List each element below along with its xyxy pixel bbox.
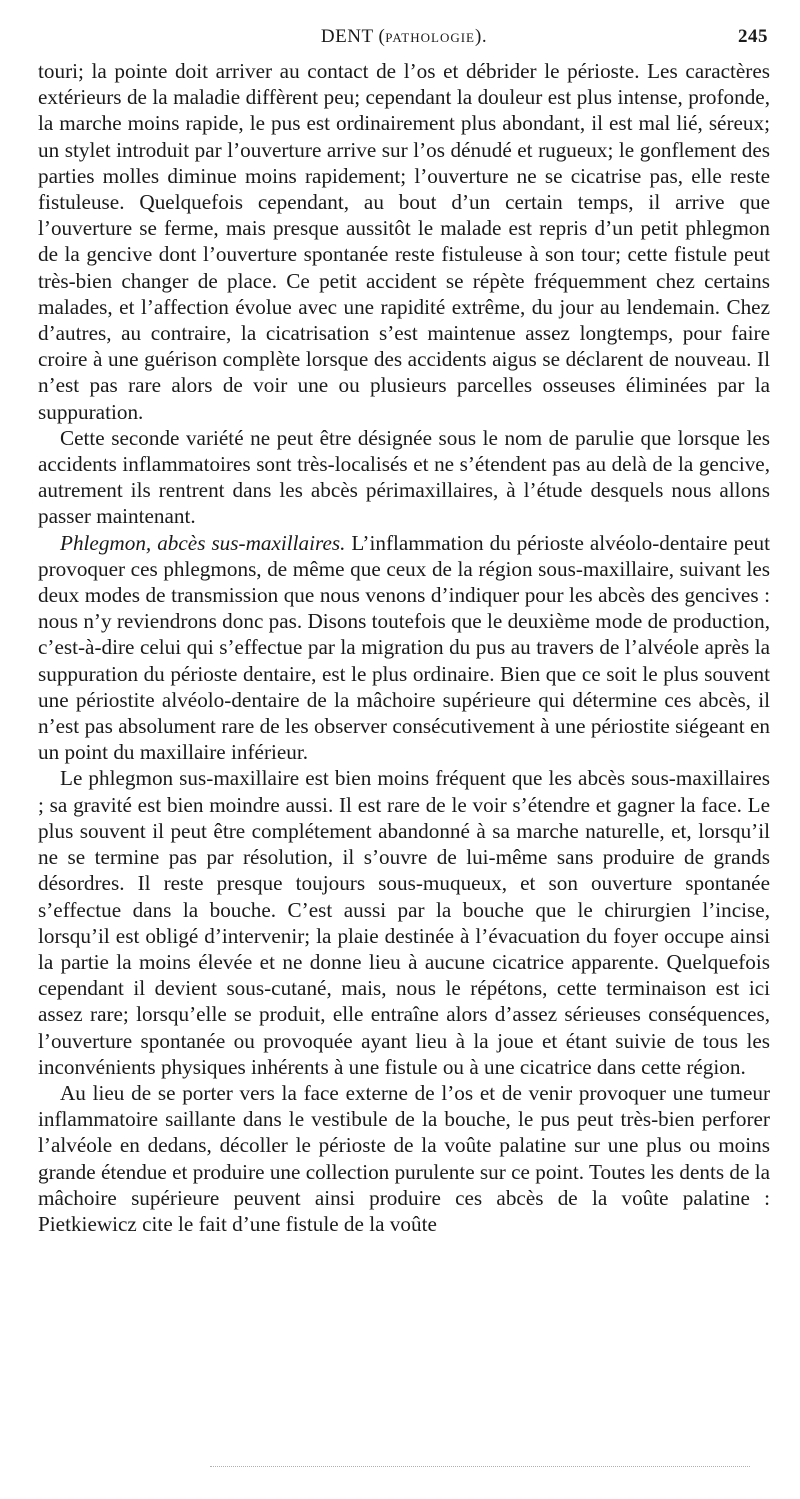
page-number: 245 (738, 26, 768, 47)
paragraph: Au lieu de se porter vers la face externe de l’os et de venir provoquer une tumeur inflammatoire saillante dans le vestibule de la bouche, le pus peut très-bien perforer l’alvéole en dedans, décoller le périoste de la voûte palatine sur une plus ou moins grande étendue et produire une collection purulente sur ce point. Toutes les dents de la mâchoire supérieure peuvent ainsi produire ces abcès de la voûte palatine : Pietkiewicz cite le fait d’une fistule de la voûte (38, 1080, 770, 1236)
paragraph-text: L’inflammation du périoste alvéolo-dentaire peut provoquer ces phlegmons, de même que ceux de la région sous-maxillaire, suivant les deux modes de transmission que nous venons d’indiquer pour les abcès des gencives : nous n’y reviendrons donc pas. Disons toutefois que le deuxième mode de production, c’est-à-dire celui qui s’effectue par la migration du pus au travers de l’alvéole après la suppuration du périoste dentaire, est le plus ordinaire. Bien que ce soit le plus souvent une périostite alvéolo-dentaire de la mâchoire supérieure qui détermine ces abcès, il n’est pas absolument rare de les observer consécutivement à une périostite siégeant en un point du maxillaire inférieur. (38, 530, 770, 765)
section-subhead: Phlegmon, abcès sus-maxillaires. (60, 530, 346, 555)
running-title-small: PATHOLOGIE (385, 30, 475, 45)
paragraph: Le phlegmon sus-maxillaire est bien moins fréquent que les abcès sous-maxillaires ; sa gravité est bien moindre aussi. Il est rare de le voir s’étendre et gagner la face. Le plus souvent il peut être complétement abandonné à sa marche naturelle, et, lorsqu’il ne se termine pas par résolution, il s’ouvre de lui-même sans produire de grands désordres. Il reste presque toujours sous-muqueux, et son ouverture spontanée s’effectue dans la bouche. C’est aussi par la bouche que le chirurgien l’incise, lorsqu’il est obligé d’intervenir; la plaie destinée à l’évacuation du foyer occupe ainsi la partie la moins élevée et ne donne lieu à aucune cicatrice apparente. Quelquefois cependant il devient sous-cutané, mais, nous le répétons, cette terminaison est ici assez rare; lorsqu’elle se produit, elle entraîne alors d’assez sérieuses conséquences, l’ouverture spontanée ou provoquée ayant lieu à la joue et étant suivie de tous les inconvénients physiques inhérents à une fistule ou à une cicatrice dans cette région. (38, 766, 770, 1079)
running-head (38, 26, 770, 58)
bottom-rule (210, 1466, 750, 1467)
running-title (38, 26, 770, 48)
paragraph-continuation: touri; la pointe doit arriver au contact de l’os et débrider le périoste. Les caractères extérieurs de la maladie diffèrent peu; cependant la douleur est plus intense, profonde, la marche moins rapide, le pus est ordinairement plus abondant, il est mal lié, séreux; un stylet introduit par l’ouverture arrive sur l’os dénudé et rugueux; le gonflement des parties molles diminue moins rapidement; l’ouverture ne se cicatrise pas, elle reste fistuleuse. Quelquefois cependant, au bout d’un certain temps, il arrive que l’ouverture se ferme, mais presque aussitôt le malade est repris d’un petit phlegmon de la gencive dont l’ouverture spontanée reste fistuleuse à son tour; cette fistule peut très-bien changer de place. Ce petit accident se répète fréquemment chez certains malades, et l’affection évolue avec une rapidité extrême, du jour au lendemain. Chez d’autres, au contraire, la cicatrisation s’est maintenue assez longtemps, pour faire croire à une guérison complète lorsque des accidents aigus se déclarent de nouveau. Il n’est pas rare alors de voir une ou plusieurs parcelles osseuses éliminées par la suppuration. (38, 59, 770, 424)
running-title-main: DENT ( (320, 26, 386, 47)
running-title-end: ). (475, 26, 488, 47)
page (38, 26, 770, 1237)
paragraph-with-subhead (38, 530, 770, 766)
paragraph: Cette seconde variété ne peut être désignée sous le nom de parulie que lorsque les accidents inflammatoires sont très-localisés et ne s’étendent pas au delà de la gencive, autrement ils rentrent dans les abcès périmaxillaires, à l’étude desquels nous allons passer maintenant. (38, 425, 770, 529)
body-text (38, 58, 770, 1237)
